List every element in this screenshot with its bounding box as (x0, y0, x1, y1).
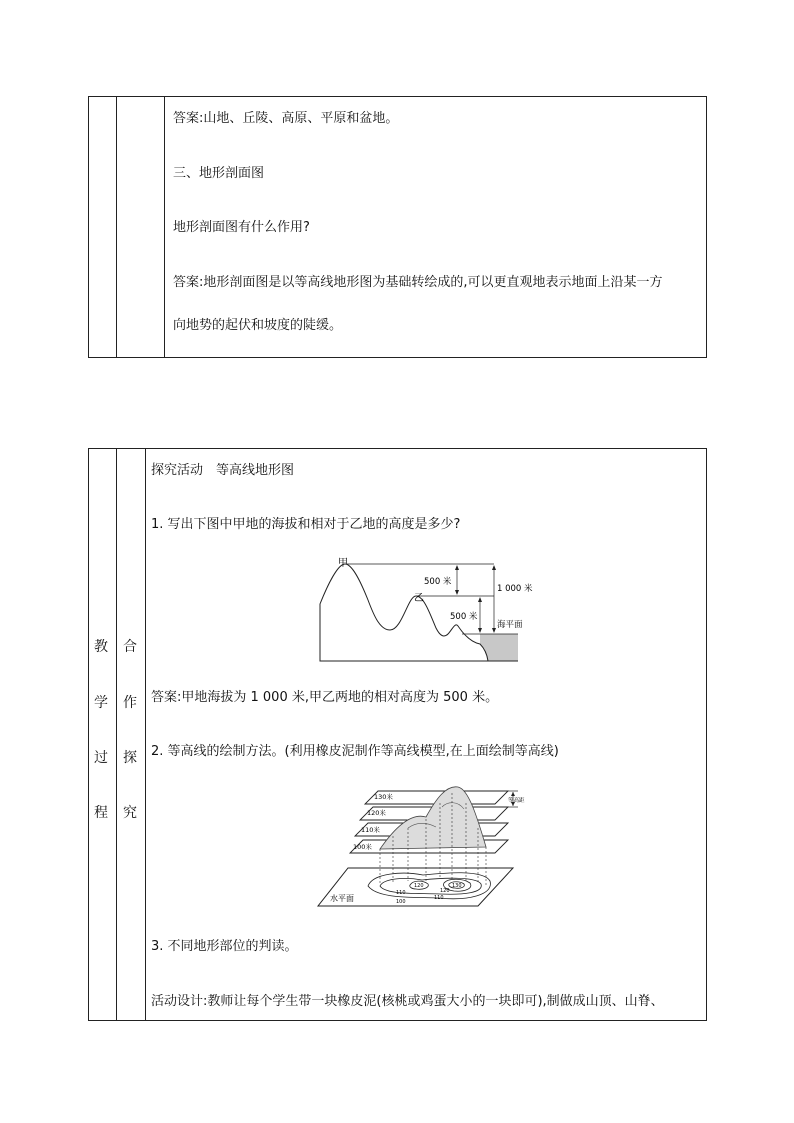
contour-label: 120 (414, 883, 424, 889)
label-100: 100米 (353, 843, 372, 851)
label-110: 110米 (361, 826, 380, 834)
label-1000: 1 000 米 (497, 584, 533, 594)
terrain-profile-figure (312, 556, 533, 664)
col2-char: 探 (123, 750, 137, 766)
col1-char: 程 (94, 805, 108, 821)
col2-char: 作 (123, 695, 137, 711)
answer-1: 答案:甲地海拔为 1 000 米,甲乙两地的相对高度为 500 米。 (151, 690, 499, 705)
contour-model-figure (318, 783, 523, 910)
label-500-bottom: 500 米 (450, 612, 478, 622)
label-plane: 水平面 (330, 894, 354, 903)
col2-char: 合 (123, 639, 137, 655)
question-text: 地形剖面图有什么作用? (173, 220, 310, 235)
contour-label: 130 (452, 883, 462, 889)
label-jia: 甲 (338, 558, 348, 569)
col1-char: 教 (94, 639, 108, 655)
lesson-table (88, 448, 707, 1021)
label-sea: 海平面 (497, 620, 523, 630)
question-2: 2. 等高线的绘制方法。(利用橡皮泥制作等高线模型,在上面绘制等高线) (151, 744, 559, 759)
col1-char: 过 (94, 750, 108, 766)
activity-heading: 探究活动 等高线地形图 (151, 463, 295, 478)
label-120: 120米 (367, 809, 386, 817)
question-3: 3. 不同地形部位的判读。 (151, 939, 298, 954)
activity-design: 活动设计:教师让每个学生带一块橡皮泥(核桃或鸡蛋大小的一块即可),制做成山顶、山脊、 (151, 994, 664, 1009)
contour-label: 120 (440, 888, 450, 894)
column-divider (116, 449, 117, 1020)
column-divider (116, 97, 117, 357)
column-divider (145, 449, 146, 1020)
answer-text-line1: 答案:地形剖面图是以等高线地形图为基础转绘成的,可以更直观地表示地面上沿某一方 (173, 275, 663, 290)
label-130: 130米 (374, 793, 393, 801)
label-yi: 乙 (414, 593, 424, 604)
contour-label: 100 (396, 899, 406, 905)
contour-label: 110 (396, 890, 406, 896)
col2-char: 究 (123, 805, 137, 821)
answer-text: 答案:山地、丘陵、高原、平原和盆地。 (173, 111, 399, 126)
contour-label: 110 (434, 895, 444, 901)
label-500-top: 500 米 (424, 577, 452, 587)
column-divider (164, 97, 165, 357)
answer-text-line2: 向地势的起伏和坡度的陡缓。 (173, 318, 343, 333)
col1-char: 学 (94, 695, 108, 711)
question-1: 1. 写出下图中甲地的海拔和相对于乙地的高度是多少? (151, 517, 461, 532)
section-heading: 三、地形剖面图 (173, 166, 265, 181)
label-gap: 等高距 (508, 798, 525, 804)
